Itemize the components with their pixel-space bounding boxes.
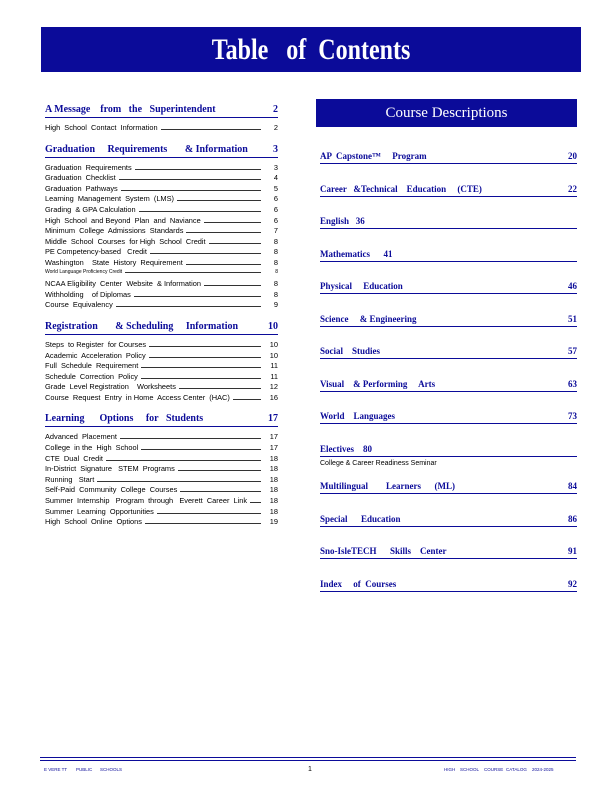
toc-entry-page: 18 [269,453,278,463]
course-entry-page: 63 [568,378,577,389]
toc-entry-page: 17 [269,432,278,442]
leader-line [250,502,261,503]
course-entry-page: 57 [568,346,577,356]
toc-entry-page: 6 [273,215,278,225]
leader-line [209,243,261,244]
toc-entry[interactable] [45,269,278,280]
left-toc-column [45,104,278,528]
toc-entry[interactable] [45,258,278,269]
course-entry[interactable] [320,304,577,327]
toc-entry-page: 18 [269,474,278,484]
leader-line [120,438,261,439]
toc-entry[interactable] [45,382,278,393]
toc-entry[interactable] [45,290,278,301]
leader-line [150,253,261,254]
toc-entry[interactable] [45,247,278,258]
toc-entry-label: CTE Dual Credit [45,453,103,463]
toc-entry-label: High School Online Options [45,517,142,527]
course-sub-note: College & Career Readiness Seminar [320,460,437,467]
footer-year: 2024-2025 [532,767,554,772]
section-heading-page: 17 [268,413,278,425]
toc-entry-label: Graduation Pathways [45,183,118,193]
section-heading-page: 3 [273,143,278,155]
course-entry[interactable] [320,174,577,197]
toc-entry[interactable] [45,163,278,174]
footer-high: HIGH [444,767,456,772]
toc-entry[interactable] [45,123,278,134]
toc-entry-page: 8 [275,268,278,275]
toc-entry-page: 18 [269,485,278,495]
leader-line [116,306,261,307]
leader-line [97,481,261,482]
section-heading[interactable] [45,321,278,335]
section-items [45,335,278,404]
toc-entry-label: Washington State History Requirement [45,257,183,267]
course-entry[interactable] [320,336,577,359]
footer-course: COURSE [484,767,504,772]
toc-entry-page: 19 [269,517,278,527]
toc-entry-label: Summer Internship Program through Everett Career Link [45,496,248,506]
toc-entry-page: 16 [269,392,278,402]
section-heading[interactable] [45,413,278,427]
footer-school: SCHOOL [460,767,480,772]
leader-line [180,491,261,492]
page-title: Table of Contents [211,32,411,66]
toc-entry-page: 6 [273,194,278,204]
leader-line [233,399,261,400]
leader-line [178,470,261,471]
leader-line [149,346,261,347]
toc-entry[interactable] [45,216,278,227]
toc-entry-label: College in the High School [45,443,139,453]
course-entry[interactable] [320,239,577,262]
toc-entry-label: NCAA Eligibility Center Website & Information [45,279,201,289]
toc-entry-page: 5 [273,183,278,193]
leader-line [134,296,261,297]
course-entry-label: English 36 [320,216,365,226]
leader-line [121,190,261,191]
leader-line [204,222,261,223]
toc-entry-label: Advanced Placement [45,432,117,442]
course-entry-label: Physical Education [320,281,403,291]
toc-entry-label: Minimum College Admissions Standards [45,226,184,236]
toc-entry[interactable] [45,351,278,362]
toc-entry-label: In-District Signature STEM Programs [45,464,175,474]
leader-line [141,367,261,368]
toc-entry[interactable] [45,340,278,351]
footer-public: PUBLIC [76,767,93,772]
toc-entry-label: Full Schedule Requirement [45,361,139,371]
toc-entry-label: Schedule Correction Policy [45,371,138,381]
section-heading-label: Graduation Requirements & Information [45,143,248,155]
course-entry[interactable] [320,369,577,392]
toc-entry-label: Course Equivalency [45,300,113,310]
course-entry-page: 91 [568,546,577,556]
toc-entry[interactable] [45,279,278,290]
section-heading-page: 10 [268,320,278,332]
course-entry-page: 22 [568,183,577,194]
toc-entry-page: 11 [270,361,278,371]
course-entry[interactable] [320,504,577,527]
toc-entry[interactable] [45,432,278,443]
course-entry-label: Social Studies [320,346,381,356]
toc-entry[interactable] [45,496,278,507]
toc-entry[interactable] [45,393,278,404]
section-heading-label: Learning Options for Students [45,413,204,425]
toc-entry[interactable] [45,475,278,486]
toc-entry-label: High School and Beyond Plan and Naviance [45,215,201,225]
course-entry[interactable] [320,471,577,494]
leader-line [135,169,261,170]
footer [40,767,576,777]
toc-entry-label: Withholding of Diplomas [45,289,131,299]
course-entry-label: World Languages [320,411,396,421]
toc-entry[interactable] [45,300,278,311]
toc-entry-label: Grade Level Registration Worksheets [45,382,176,392]
section-heading-label: Registration & Scheduling Information [45,320,239,332]
title-banner [41,27,581,72]
toc-entry-page: 10 [269,350,278,360]
leader-line [186,232,261,233]
course-entry-page: 92 [568,578,577,589]
leader-line [204,285,261,286]
course-entry-page: 46 [568,281,577,291]
toc-entry-page: 8 [273,257,278,267]
course-entry-label: Index of Courses [320,578,397,589]
footer-rule [40,760,576,761]
toc-entry-page: 11 [270,371,278,381]
toc-entry[interactable] [45,226,278,237]
section-items [45,158,278,311]
toc-entry-label: PE Competency-based Credit [45,247,147,257]
course-entry-label: Multilingual Learners (ML) [320,481,455,491]
course-entry-label: AP Capstone™ Program [320,151,427,161]
leader-line [141,378,261,379]
toc-entry-page: 8 [273,279,278,289]
footer-district: E VERE TT [44,767,68,772]
course-entry[interactable] [320,434,577,457]
footer-page-number: 1 [308,766,312,773]
toc-entry-label: Course Request Entry in Home Access Center (HAC) [45,392,230,402]
leader-line [186,264,261,265]
course-entry-label: Visual & Performing Arts [320,378,436,389]
course-entry-label: Science & Engineering [320,313,417,324]
course-entry[interactable] [320,401,577,424]
toc-entry-label: Graduation Requirements [45,162,132,172]
toc-entry-page: 3 [273,162,278,172]
course-entry-label: Sno-IsleTECH Skills Center [320,546,447,556]
leader-line [145,523,261,524]
course-entry[interactable] [320,569,577,592]
toc-entry[interactable] [45,443,278,454]
leader-line [141,449,261,450]
toc-entry[interactable] [45,184,278,195]
leader-line [157,513,261,514]
toc-entry[interactable] [45,372,278,383]
toc-entry-label: Running Start [45,474,95,484]
course-entry-page: 84 [568,481,577,491]
course-entry-page: 73 [568,411,577,421]
leader-line [177,200,261,201]
toc-entry-page: 10 [269,339,278,349]
toc-entry-label: Self-Paid Community College Courses [45,485,178,495]
toc-entry-page: 8 [273,247,278,257]
toc-entry-page: 18 [269,496,278,506]
section-items [45,118,278,134]
course-entry-label: Mathematics 41 [320,248,393,259]
course-entry-label: Special Education [320,513,401,524]
course-entry[interactable] [320,271,577,294]
toc-entry[interactable] [45,507,278,518]
leader-line [161,129,261,130]
leader-line [139,211,261,212]
toc-entry[interactable] [45,454,278,465]
leader-line [149,357,261,358]
toc-entry-label: Summer Learning Opportunities [45,506,154,516]
footer-catalog: CATALOG [506,767,527,772]
section-heading[interactable] [45,144,278,158]
toc-entry-label: Learning Management System (LMS) [45,194,174,204]
toc-entry-label: High School Contact Information [45,123,158,132]
toc-entry[interactable] [45,237,278,248]
section-heading-label: A Message from the Superintendent [45,104,216,115]
toc-entry-label: World Language Proficiency Credit [45,268,123,275]
toc-entry-page: 18 [269,464,278,474]
toc-entry-page: 9 [273,300,278,310]
course-entry-page: 86 [568,513,577,524]
toc-entry-page: 12 [269,382,278,392]
footer-rule [40,757,576,758]
course-descriptions-title: Course Descriptions [385,104,508,121]
leader-line [125,272,261,273]
toc-entry-page: 18 [269,506,278,516]
course-entry-label: Career &Technical Education (CTE) [320,183,482,194]
toc-entry[interactable] [45,194,278,205]
course-entry-page: 51 [568,313,577,324]
toc-entry-page: 8 [273,289,278,299]
course-entry[interactable] [320,206,577,229]
toc-entry-label: Middle School Courses for High School Credit [45,236,206,246]
toc-entry[interactable] [45,517,278,528]
toc-entry-page: 2 [273,123,278,132]
toc-entry[interactable] [45,205,278,216]
leader-line [179,388,261,389]
toc-entry[interactable] [45,361,278,372]
leader-line [119,179,261,180]
course-list-column [320,141,577,601]
toc-entry-page: 17 [269,443,278,453]
section-heading-page: 2 [273,104,278,115]
course-entry[interactable] [320,141,577,164]
course-descriptions-banner [316,99,577,127]
toc-entry-page: 6 [273,204,278,214]
toc-entry[interactable] [45,173,278,184]
toc-entry[interactable] [45,464,278,475]
toc-entry-page: 4 [273,173,278,183]
course-entry[interactable] [320,536,577,559]
toc-entry-label: Academic Acceleration Policy [45,350,146,360]
toc-entry-page: 7 [273,226,278,236]
course-entry-page: 20 [568,151,577,161]
section-items [45,427,278,527]
leader-line [106,460,261,461]
toc-entry-label: Grading & GPA Calculation [45,204,136,214]
section-heading[interactable] [45,104,278,118]
course-entry-label: Electives 80 [320,443,372,454]
toc-entry-page: 8 [273,236,278,246]
toc-entry-label: Steps to Register for Courses [45,339,147,349]
toc-entry[interactable] [45,485,278,496]
toc-entry-label: Graduation Checklist [45,173,116,183]
footer-schools: SCHOOLS [100,767,123,772]
